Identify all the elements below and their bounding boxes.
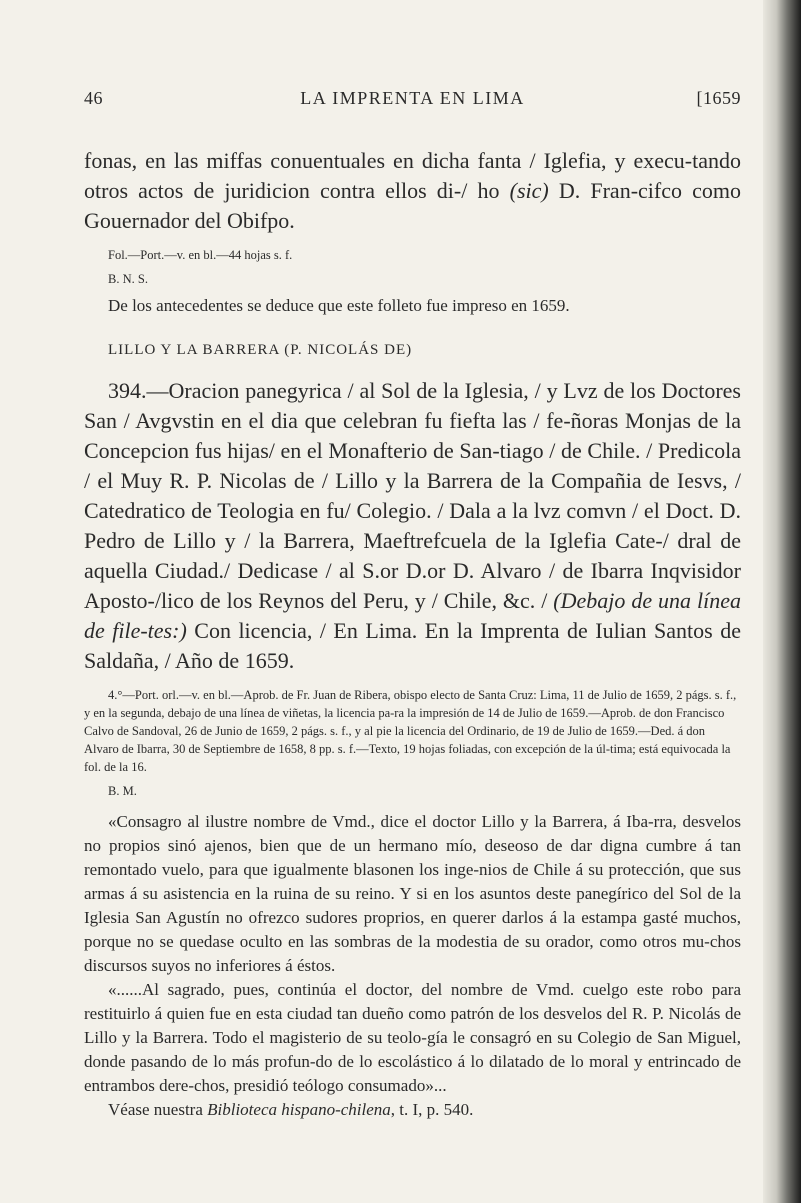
editorial-comment: De los antecedentes se deduce que este folleto fue impreso en 1659. [108, 296, 570, 315]
library-location: B. N. S. [108, 272, 148, 286]
author-heading: LILLO Y LA BARRERA (P. NICOLÁS DE) [108, 342, 413, 358]
italic-note: (Debajo de una línea de file-tes:) [84, 588, 741, 643]
header-year: [1659 [696, 88, 741, 108]
reference-title: Biblioteca hispano-chilena [207, 1100, 391, 1119]
running-header [84, 88, 741, 118]
sic-note: (sic) [509, 178, 549, 203]
book-binding-edge [763, 0, 801, 1203]
page-number: 46 [84, 88, 103, 108]
running-title: LA IMPRENTA EN LIMA [300, 88, 525, 108]
see-also-reference: Véase nuestra Biblioteca hispano-chilena, t. I, p. 540. [108, 1100, 474, 1119]
continued-entry-text: fonas, en las miffas conuentuales en dicha fanta / Iglefia, y execu-tando otros actos de juridicion contra ellos di-/ ho (sic) D. Fran-cifco como Gouernador del Obifpo. [84, 148, 741, 233]
quote-paragraph-1: «Consagro al ilustre nombre de Vmd., dice el doctor Lillo y la Barrera, á Iba-rra, desvelos no propios sinó ajenos, bien que de un hermano mío, deseoso de dar digna cumbre á tan remontado vuelo, para que igualmente blasonen los inge-nios de Chile á su protección, que sus armas á su asistencia en la ruina de su reino. Y si en los asuntos deste panegírico del Sol de la Iglesia San Agustín no ofrezco sudores proprios, en querer darlos á la estampa gasté muchos, porque no se quedase oculto en las sombras de la modestia de su orador, como otros mu-chos discursos suyos no inferiores á éstos. [84, 812, 741, 975]
quote-paragraph-2: «......Al sagrado, pues, continúa el doctor, del nombre de Vmd. cuelgo este robo para restituirlo á quien fue en esta ciudad tan dueño como patrón de los desvelos del R. P. Nicolás de Lillo y la Barrera. Todo el magisterio de su teolo-gía le consagró en su Colegio de San Miguel, donde pasando de lo más profun-do de lo escolástico á lo dilatado de lo moral y entrincado de entrambos dere-chos, presidió teólogo consumado»... [84, 980, 741, 1095]
entry-394-library: B. M. [108, 784, 137, 798]
page-body [84, 146, 741, 1122]
format-note: Fol.—Port.—v. en bl.—44 hojas s. f. [108, 248, 293, 262]
entry-394-text: 394.—Oracion panegyrica / al Sol de la Iglesia, / y Lvz de los Doctores San / Avgvstin en el dia que celebran fu fiefta las / fe-ñoras Monjas de la Concepcion fus hijas/ en el Monafterio de San-tiago / de Chile. / Predicola / el Muy R. P. Nicolas de / Lillo y la Barrera de la Compañia de Iesvs, / Catedratico de Teologia en fu/ Colegio. / Dala a la lvz comvn / el Doct. D. Pedro de Lillo y / la Barrera, Maeftrefcuela de la Iglefia Cate-/ dral de aquella Ciudad./ Dedicase / al S.or D.or D. Alvaro / de Ibarra Inqvisidor Aposto-/lico de los Reynos del Peru, y / Chile, &c. / (Debajo de una línea de file-tes:) Con licencia, / En Lima. En la Imprenta de Iulian Santos de Saldaña, / Año de 1659. [84, 378, 741, 673]
entry-394-format-note: 4.°—Port. orl.—v. en bl.—Aprob. de Fr. Juan de Ribera, obispo electo de Santa Cruz: Lima, 11 de Julio de 1659, 2 págs. s. f., y en la segunda, debajo de una línea de viñetas, la licencia pa-ra la impresión de 14 de Julio de 1659.—Aprob. de don Francisco Calvo de Sandoval, 26 de Junio de 1659, 2 págs. s. f., y al pie la licencia del Ordinario, de 19 de Julio de 1659.—Ded. á don Alvaro de Ibarra, 30 de Septiembre de 1658, 8 pp. s. f.—Texto, 19 hojas foliadas, con excepción de la úl-tima; está equivocada la fol. de la 16. [84, 688, 737, 774]
